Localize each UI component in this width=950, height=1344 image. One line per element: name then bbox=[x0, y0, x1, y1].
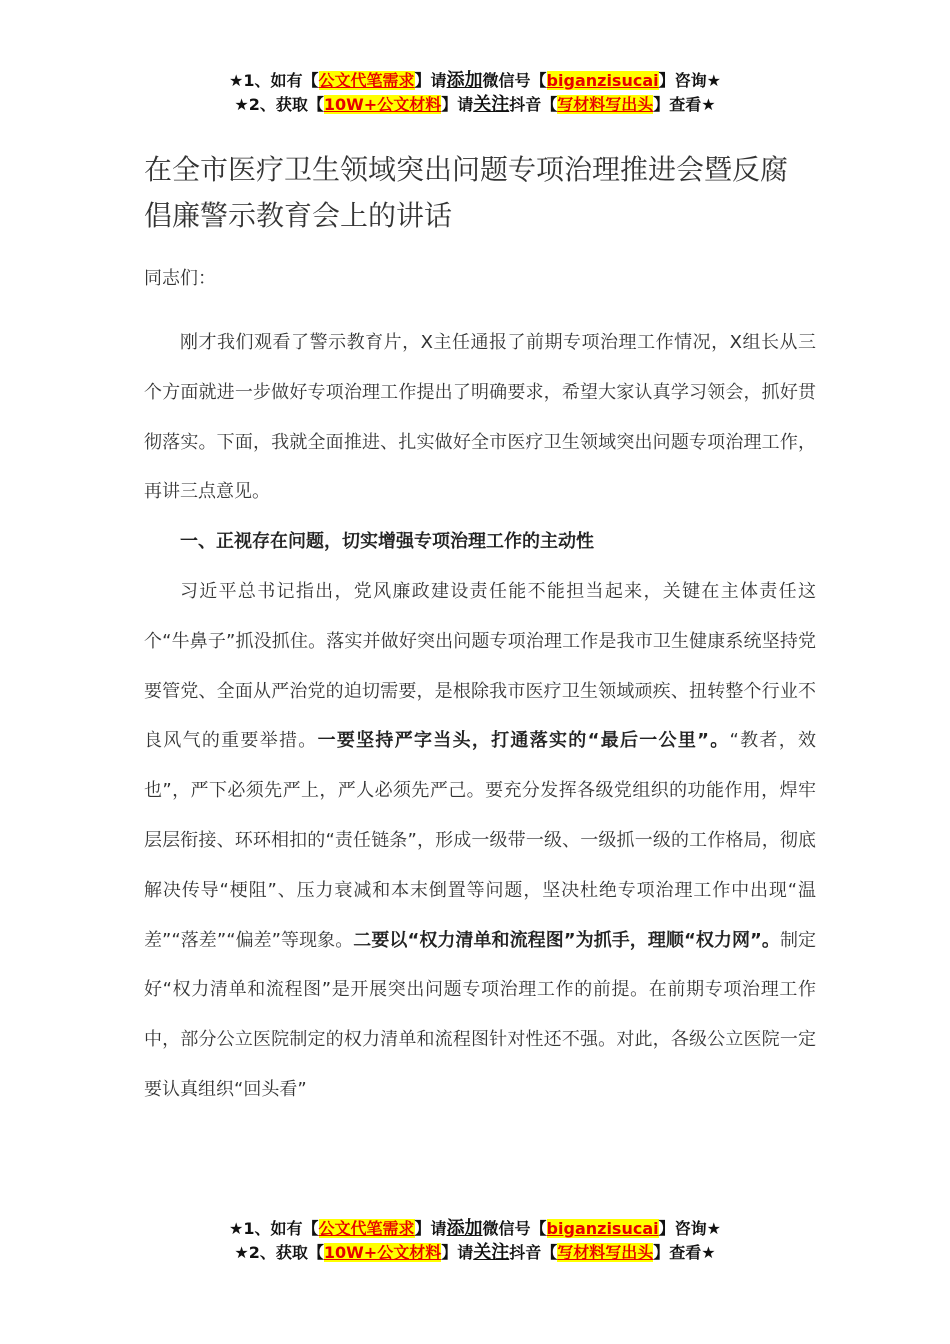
header-banner bbox=[0, 69, 950, 117]
banner-highlight: 10W+公文材料 bbox=[323, 1243, 442, 1262]
banner-highlight: 公文代笔需求 bbox=[318, 71, 415, 90]
banner-emphasis: 添加 bbox=[446, 70, 483, 91]
bold-point-2: 二要以“权力清单和流程图”为抓手，理顺“权力网”。 bbox=[353, 929, 780, 951]
banner-wechat-id: biganzisucai bbox=[546, 71, 659, 90]
banner-text: 】咨询★ bbox=[658, 71, 721, 90]
banner-highlight: 10W+公文材料 bbox=[323, 95, 442, 114]
banner-text: 】查看★ bbox=[653, 1243, 716, 1262]
banner-text: 】请 bbox=[441, 1243, 474, 1262]
banner-highlight: 公文代笔需求 bbox=[318, 1219, 415, 1238]
banner-text: ★1、如有【 bbox=[229, 71, 319, 90]
banner-text: 微信号【 bbox=[482, 1219, 547, 1238]
document-title: 在全市医疗卫生领域突出问题专项治理推进会暨反腐倡廉警示教育会上的讲话 bbox=[144, 153, 789, 232]
banner-emphasis: 关注 bbox=[473, 94, 510, 115]
bold-point-1: 一要坚持严字当头，打通落实的“最后一公里”。 bbox=[317, 730, 730, 752]
banner-line-2 bbox=[0, 93, 950, 117]
banner-wechat-id: biganzisucai bbox=[546, 1219, 659, 1238]
banner-text: 抖音【 bbox=[509, 95, 558, 114]
banner-text: 】咨询★ bbox=[658, 1219, 721, 1238]
banner-text: 微信号【 bbox=[482, 71, 547, 90]
banner-text: ★1、如有【 bbox=[229, 1219, 319, 1238]
banner-text: 】查看★ bbox=[653, 95, 716, 114]
banner-emphasis: 关注 bbox=[473, 1242, 510, 1263]
salutation: 同志们： bbox=[144, 268, 216, 289]
banner-line-1 bbox=[0, 69, 950, 93]
banner-line-1 bbox=[0, 1217, 950, 1241]
paragraph-text: 习近平总书记指出，党风廉政建设责任能不能担当起来，关键在主体责任这个“牛鼻子”抓没抓住。落实并做好突出问题专项治理工作是我市卫生健康系统坚持党要管党、全面从严治党的迫切需要，是根除我市医疗卫生领域顽疾、扭转整个行业不良风气的重要举措。 bbox=[144, 580, 816, 752]
banner-line-2 bbox=[0, 1241, 950, 1265]
banner-text: 】请 bbox=[414, 71, 447, 90]
paragraph-2 bbox=[144, 567, 816, 1115]
banner-emphasis: 添加 bbox=[446, 1218, 483, 1239]
paragraph-1: 刚才我们观看了警示教育片，X主任通报了前期专项治理工作情况，X组长从三个方面就进一步做好专项治理工作提出了明确要求，希望大家认真学习领会，抓好贯彻落实。下面，我就全面推进、扎实做好全市医疗卫生领域突出问题专项治理工作，再讲三点意见。 bbox=[144, 332, 816, 503]
paragraph-text: “教者，效也”，严下必须先严上，严人必须先严己。要充分发挥各级党组织的功能作用，焊牢层层衔接、环环相扣的“责任链条”，形成一级带一级、一级抓一级的工作格局，彻底解决传导“梗阻”、压力衰减和本末倒置等问题，坚决杜绝专项治理工作中出现“温差”“落差”“偏差”等现象。 bbox=[144, 730, 816, 951]
banner-text: 】请 bbox=[414, 1219, 447, 1238]
banner-douyin-id: 写材料写出头 bbox=[557, 95, 654, 114]
paragraph-text: 制定好“权力清单和流程图”是开展突出问题专项治理工作的前提。在前期专项治理工作中，部分公立医院制定的权力清单和流程图针对性还不强。对此，各级公立医院一定要认真组织“回头看” bbox=[144, 929, 816, 1100]
document-body bbox=[144, 318, 816, 1115]
banner-douyin-id: 写材料写出头 bbox=[557, 1243, 654, 1262]
footer-banner bbox=[0, 1217, 950, 1265]
section-heading-1: 一、正视存在问题，切实增强专项治理工作的主动性 bbox=[180, 531, 594, 553]
banner-text: 】请 bbox=[441, 95, 474, 114]
banner-text: 抖音【 bbox=[509, 1243, 558, 1262]
banner-text: ★2、获取【 bbox=[234, 1243, 324, 1262]
banner-text: ★2、获取【 bbox=[234, 95, 324, 114]
